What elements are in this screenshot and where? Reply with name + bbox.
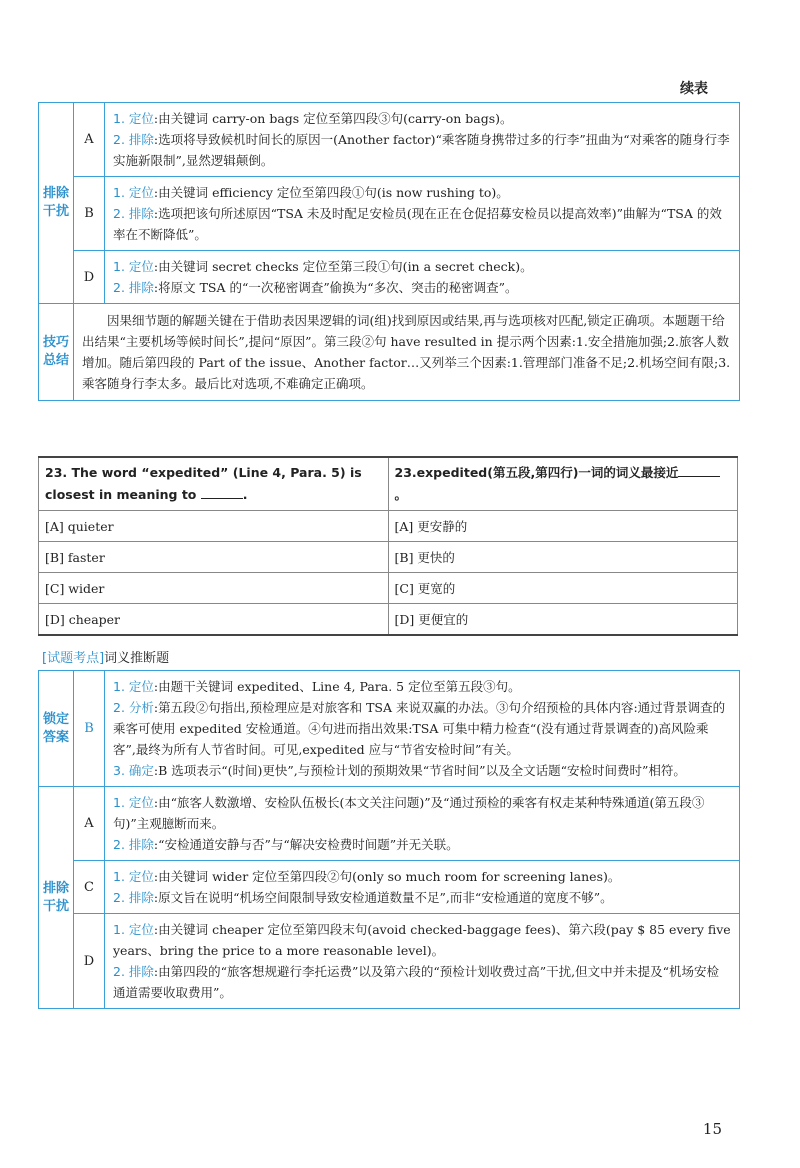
option-zh: [D] 更便宜的	[388, 604, 738, 636]
option-letter: C	[74, 861, 105, 913]
bottom-analysis-table	[38, 670, 740, 1009]
exam-point-text: 词义推断题	[104, 651, 170, 666]
analysis-line: 1. 定位:由关键词 cheaper 定位至第四段末句(avoid checked-baggage fees)、第六段(pay $ 85 every five years、bring the price to a more reasonable level)。	[113, 922, 731, 958]
option-en: [B] faster	[39, 542, 389, 573]
tip-label: 技巧总结	[39, 304, 74, 400]
question-table	[38, 456, 738, 636]
table-row	[39, 604, 738, 636]
analysis-line: 1. 定位:由关键词 carry-on bags 定位至第四段③句(carry-on bags)。	[113, 111, 513, 126]
option-en: [D] cheaper	[39, 604, 389, 636]
analysis-line: 2. 排除:“安检通道安静与否”与“解决安检费时间题”并无关联。	[113, 837, 459, 852]
analysis-line: 1. 定位:由题干关键词 expedited、Line 4, Para. 5 定位至第五段③句。	[113, 679, 521, 694]
top-analysis-table	[38, 102, 740, 401]
table-row	[39, 573, 738, 604]
option-row	[74, 787, 739, 861]
analysis-line: 1. 定位:由关键词 wider 定位至第四段②句(only so much room for screening lanes)。	[113, 869, 621, 884]
exam-point	[42, 647, 169, 666]
option-letter: D	[74, 914, 105, 1008]
exclude-row	[39, 787, 739, 1008]
option-zh: [B] 更快的	[388, 542, 738, 573]
analysis-line: 2. 排除:将原文 TSA 的“一次秘密调查”偷换为“多次、突击的秘密调查”。	[113, 280, 518, 295]
option-zh: [A] 更安静的	[388, 511, 738, 542]
option-en: [C] wider	[39, 573, 389, 604]
analysis-line: 1. 定位:由“旅客人数激增、安检队伍极长(本文关注问题)”及“通过预检的乘客有权走某种特殊通道(第五段③句)”主观臆断而来。	[113, 795, 705, 831]
answer-letter: B	[74, 671, 105, 786]
exclude-label: 排除干扰	[39, 787, 74, 1008]
option-letter: D	[74, 251, 105, 303]
analysis-line: 2. 排除:由第四段的“旅客想规避行李托运费”以及第六段的“预检计划收费过高”干扰,但文中并未提及“机场安检通道需要收取费用”。	[113, 964, 720, 1000]
continued-label: 续表	[680, 81, 708, 97]
option-row	[74, 861, 739, 914]
tip-text: 因果细节题的解题关键在于借助表因果逻辑的词(组)找到原因或结果,再与选项核对匹配,锁定正确项。本题题干给出结果“主要机场等候时间长”,提问“原因”。第三段②句 have resulted in 提示两个因素:1.安全措施加强;2.旅客人数增加。随后第四段的 Part of the issue、Another factor…又列举三个因素:1.管理部门准备不足;2.机场空间有限;3.乘客随身行李太多。最后比对选项,不难确定正确项。	[82, 313, 731, 391]
answer-row	[39, 671, 739, 787]
analysis-line: 2. 排除:选项把该句所述原因“TSA 未及时配足安检员(现在正在仓促招募安检员以提高效率)”曲解为“TSA 的效率在不断降低”。	[113, 206, 722, 242]
exclude-row	[39, 103, 739, 304]
option-row	[74, 177, 739, 251]
question-zh: 23.expedited(第五段,第四行)一词的词义最接近。	[388, 457, 738, 511]
analysis-line: 3. 确定:B 选项表示“(时间)更快”,与预检计划的预期效果“节省时间”以及全文话题“安检时间费时”相符。	[113, 763, 686, 778]
option-letter: B	[74, 177, 105, 250]
analysis-line: 2. 排除:选项将导致候机时间长的原因一(Another factor)“乘客随身携带过多的行李”扭曲为“对乘客的随身行李实施新限制”,显然逻辑颠倒。	[113, 132, 730, 168]
option-zh: [C] 更宽的	[388, 573, 738, 604]
tip-row	[39, 304, 739, 400]
option-en: [A] quieter	[39, 511, 389, 542]
analysis-line: 2. 排除:原文旨在说明“机场空间限制导致安检通道数量不足”,而非“安检通道的宽度不够”。	[113, 890, 613, 905]
analysis-line: 1. 定位:由关键词 efficiency 定位至第四段①句(is now rushing to)。	[113, 185, 509, 200]
answer-label: 锁定答案	[39, 671, 74, 786]
analysis-line: 2. 分析:第五段②句指出,预检理应是对旅客和 TSA 来说双赢的办法。③句介绍预检的具体内容:通过背景调查的乘客可使用 expedited 安检通道。④句进而指出效果:TSA 可集中精力检查“(没有通过背景调查的)高风险乘客”,最终为所有人节省时间。可见,expedited 应与“节省安检时间”有关。	[113, 700, 726, 757]
page-number: 15	[702, 1120, 722, 1138]
table-row	[39, 542, 738, 573]
option-row	[74, 103, 739, 177]
table-row	[39, 511, 738, 542]
question-row	[39, 457, 738, 511]
option-letter: A	[74, 103, 105, 176]
exam-point-bracket: [试题考点]	[42, 651, 105, 666]
exclude-label: 排除干扰	[39, 103, 74, 303]
option-row	[74, 251, 739, 303]
option-letter: A	[74, 787, 105, 860]
question-en: 23. The word “expedited” (Line 4, Para. 5) is closest in meaning to .	[39, 457, 389, 511]
option-row	[74, 914, 739, 1008]
analysis-line: 1. 定位:由关键词 secret checks 定位至第三段①句(in a secret check)。	[113, 259, 533, 274]
